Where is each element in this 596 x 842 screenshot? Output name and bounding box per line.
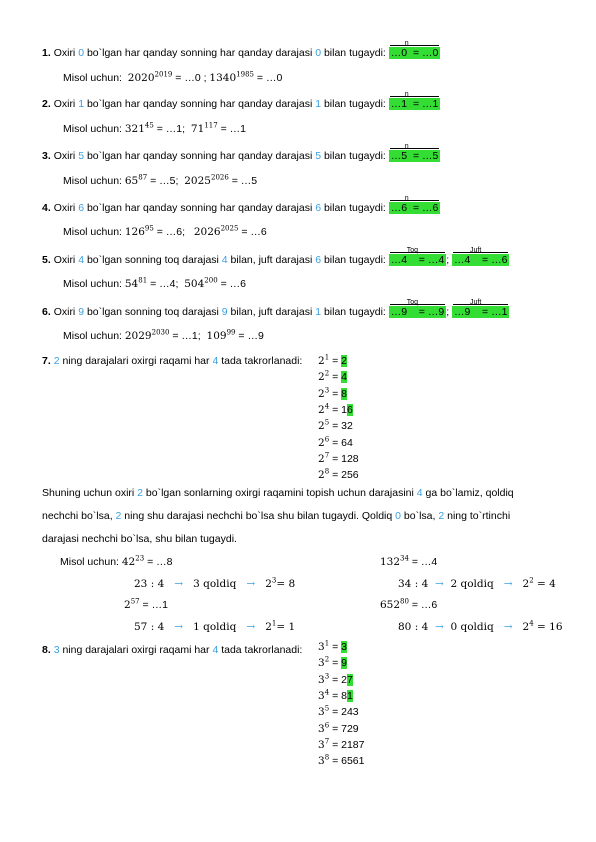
power-row: $3^8 = 6561$ [318, 753, 365, 768]
explanation-line-1: Shuning uchun oxiri 2 bo`lgan sonlarning oxirgi raqamini topish uchun darajasini 4 ga bo`lamiz, qoldiq [42, 487, 514, 499]
explanation-line-2: nechchi bo`lsa, 2 ning shu darajasi nechchi bo`lsa shu bilan tugaydi. Qoldiq 0 bo`lsa, 2 ning to`rtinchi [42, 510, 511, 522]
power-row: $2^6 = 64$ [318, 435, 353, 449]
formula-highlight: …0 n = …0 [390, 40, 439, 59]
rule-1: 1. Oxiri 0 bo`lgan har qanday sonning har qanday darajasi 0 bilan tugaydi: …0 n = …0 [42, 40, 439, 59]
power-row: $3^3 = 27$ [318, 672, 353, 686]
example-2: Misol uchun: $321^{45}$ = …1; $71^{117}$ = …1 [63, 121, 246, 135]
rule-7: 7. 2 ning darajalari oxirgi raqami har 4 tada takrorlanadi: [42, 355, 303, 367]
example-1: Misol uchun: $2020^{2019}$ = …0 ; $1340^{1985}$ = …0 [63, 70, 283, 84]
explanation-line-3: darajasi nechchi bo`lsa, shu bilan tugaydi. [42, 533, 237, 545]
example-4: Misol uchun: $126^{95}$ = …6; $2026^{2025}$ = …6 [63, 224, 267, 238]
division-7b: 57 : 4 → 1 qoldiq → $2^1= 1$ [134, 619, 296, 633]
division-7c: 34 : 4 → 2 qoldiq → $2^2 = 4$ [398, 576, 556, 590]
rule-3: 3. Oxiri 5 bo`lgan har qanday sonning har qanday darajasi 5 bilan tugaydi: …5 n = …5 [42, 143, 439, 162]
power-row: $3^2 = 9$ [318, 655, 347, 670]
example-7c: $132^{34}$ = …4 [380, 554, 438, 568]
rule-4: 4. Oxiri 6 bo`lgan har qanday sonning har qanday darajasi 6 bilan tugaydi: …6 n = …6 [42, 195, 439, 214]
formula-highlight-even: …9 Juft = …1 [454, 299, 508, 318]
rule-5: 5. Oxiri 4 bo`lgan sonning toq darajasi 4 bilan, juft darajasi 6 bilan tugaydi: …4 Toq = …4 ; …4 Juft = …6 [42, 247, 508, 266]
power-row: $3^4 = 81$ [318, 688, 353, 702]
power-row: $2^2 = 4$ [318, 369, 347, 384]
power-row: $3^5 = 243$ [318, 704, 359, 719]
power-row: $2^5 = 32$ [318, 418, 353, 433]
division-7a: 23 : 4 → 3 qoldiq → $2^3= 8$ [134, 576, 296, 590]
rule-8: 8. 3 ning darajalari oxirgi raqami har 4 tada takrorlanadi: [42, 644, 303, 656]
example-7d: $652^{80}$ = …6 [380, 597, 438, 611]
example-6: Misol uchun: $2029^{2030}$ = …1; $109^{99}$ = …9 [63, 328, 264, 342]
power-row: $2^4 = 16$ [318, 402, 353, 416]
power-row: $3^7 = 2187$ [318, 737, 365, 751]
example-5: Misol uchun: $54^{81}$ = …4; $504^{200}$ = …6 [63, 276, 246, 290]
power-row: $2^3 = 8$ [318, 386, 347, 400]
power-row: $3^1 = 3$ [318, 639, 347, 653]
power-row: $2^8 = 256$ [318, 467, 359, 482]
formula-highlight-odd: …9 Toq = …9 [390, 299, 445, 318]
formula-highlight-even: …4 Juft = …6 [454, 247, 508, 266]
power-row: $2^7 = 128$ [318, 451, 359, 465]
formula-highlight: …6 n = …6 [390, 195, 439, 214]
power-row: $3^6 = 729$ [318, 721, 359, 735]
formula-highlight: …5 n = …5 [390, 143, 439, 162]
division-7d: 80 : 4 → 0 qoldiq → $2^4 = 16$ [398, 619, 563, 633]
power-row: $2^1 = 2$ [318, 353, 347, 367]
example-7b: $2^{57}$ = …1 [124, 597, 168, 611]
rule-2: 2. Oxiri 1 bo`lgan har qanday sonning har qanday darajasi 1 bilan tugaydi: …1 n = …1 [42, 91, 439, 110]
formula-highlight: …1 n = …1 [390, 91, 439, 110]
formula-highlight-odd: …4 Toq = …4 [390, 247, 445, 266]
rule-6: 6. Oxiri 9 bo`lgan sonning toq darajasi 9 bilan, juft darajasi 1 bilan tugaydi: …9 Toq = …9 ; …9 Juft = …1 [42, 299, 508, 318]
example-7a: Misol uchun: $42^{23}$ = …8 [60, 554, 173, 568]
example-3: Misol uchun: $65^{87}$ = …5; $2025^{2026}$ = …5 [63, 173, 258, 187]
